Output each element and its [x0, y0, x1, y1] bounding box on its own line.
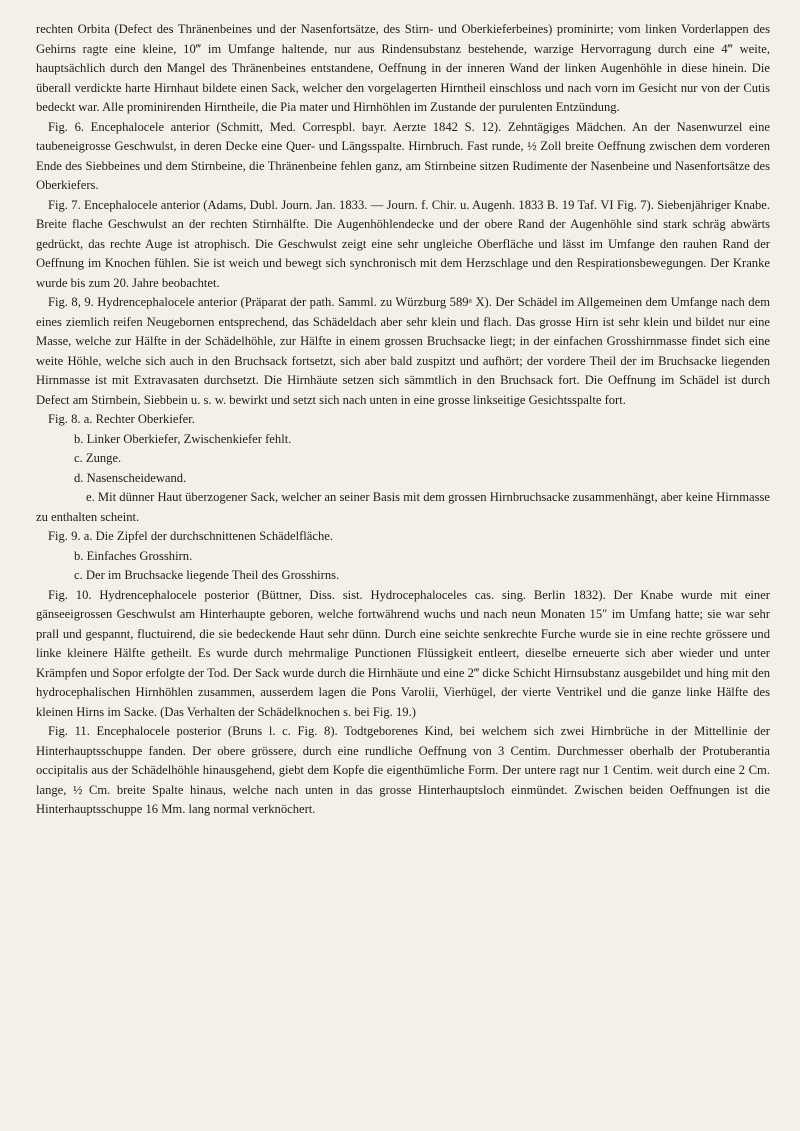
legend-fig-8-d: d. Nasenscheidewand. [74, 470, 187, 485]
paragraph-fig-10: Fig. 10. Hydrencephalocele posterior (Büttner, Diss. sist. Hydrocephaloceles cas. sing. Berlin 1832). Der Knabe wurde mit einer gänseeigrossen Geschwulst am Hinterhaupte geboren, welche fortwährend wuchs und nach neun Monaten 15″ im Umfang hatte; sie war sehr prall und gespannt, fluctuirend, die sie bedeckende Haut sehr dünn. Durch eine seichte senkrechte Furche wurde sie in eine rechte grössere und linke kleinere Hälfte getheilt. Es wurde durch mehrmalige Punctionen Flüssigkeit entleert, dieselbe erneuerte sich aber wieder und unter Krämpfen und Sopor erfolgte der Tod. Der Sack wurde durch die Hirnhäute und eine 2‴ dicke Schicht Hirnsubstanz ausgebildet und hing mit den hydrocephalischen Hirnhöhlen zusammen, ausserdem lagen die Pons Varolii, Vierhügel, der vierte Ventrikel und die ganze linke Hälfte des kleinen Hirns im Sacke. (Das Verhalten der Schädelknochen s. bei Fig. 19.) [36, 587, 770, 719]
paragraph-fig-7: Fig. 7. Encephalocele anterior (Adams, Dubl. Journ. Jan. 1833. — Journ. f. Chir. u. Augenh. 1833 B. 19 Taf. VI Fig. 7). Siebenjähriger Knabe. Breite flache Geschwulst an der rechten Stirnhälfte. Die Augenhöhlendecke und der obere Rand der Augenhöhle sind stark schräg abwärts gedrückt, das rechte Auge ist atrophisch. Die Geschwulst zeigt eine sehr ungleiche Oberfläche und lässt im Umfange den rauhen Rand der Oeffnung im Knochen fühlen. Sie ist weich und bewegt sich synchronisch mit dem Herzschlage und den Respirationsbewegungen. Der Kranke wurde bis zum 20. Jahre beobachtet. [36, 197, 770, 290]
paragraph-intro: rechten Orbita (Defect des Thränenbeines und der Nasenfortsätze, des Stirn- und Oberkieferbeines) prominirte; vom linken Vorderlappen des Gehirns ragte eine kleine, 10‴ im Umfange haltende, nur aus Rindensubstanz bestehende, warzige Hervorragung durch eine 4‴ weite, hauptsächlich durch den Mangel des Thränenbeines entstandene, Oeffnung in der inneren Wand der linken Augenhöhle in diese hinein. Die überall verdickte harte Hirnhaut bildete einen Sack, welcher den vorgelagerten Hirntheil einschloss und nach vorn im Gesicht nur von der Cutis bedeckt war. Alle prominirenden Hirntheile, die Pia mater und Hirnhöhlen im Zustande der purulenten Entzündung. [36, 22, 770, 114]
paragraph-fig-11: Fig. 11. Encephalocele posterior (Bruns l. c. Fig. 8). Todtgeborenes Kind, bei welchem sich zwei Hirnbrüche in der Mittellinie der Hinterhauptsschuppe fanden. Der obere grössere, durch eine rundliche Oeffnung von 3 Centim. Durchmesser oberhalb der Protuberantia occipitalis aus der Schädelhöhle hinausgehend, giebt dem Kopfe die eigenthümliche Form. Der untere ragt nur 1 Centim. weit durch eine 2 Cm. lange, ½ Cm. breite Spalte hinaus, welche nach unten in das grosse Hinterhauptsloch einmündet. Zwischen beiden Oeffnungen ist die Hinterhauptsschuppe 16 Mm. lang normal verknöchert. [36, 724, 770, 816]
legend-fig-8-c: c. Zunge. [74, 451, 122, 465]
legend-fig-9-a: Fig. 9. a. Die Zipfel der durchschnittenen Schädelfläche. [48, 529, 334, 543]
legend-fig-9-c: c. Der im Bruchsacke liegende Theil des Grosshirns. [74, 568, 340, 582]
legend-fig-8-e: e. Mit dünner Haut überzogener Sack, welcher an seiner Basis mit dem grossen Hirnbruchsacke zusammenhängt, aber keine Hirnmasse zu enthalten scheint. [36, 490, 770, 524]
legend-fig-8-a: Fig. 8. a. Rechter Oberkiefer. [48, 412, 195, 426]
paragraph-fig-6: Fig. 6. Encephalocele anterior (Schmitt, Med. Correspbl. bayr. Aerzte 1842 S. 12). Zehntägiges Mädchen. An der Nasenwurzel eine taubeneigrosse Geschwulst, in deren Decke eine Quer- und Längsspalte. Hirnbruch. Fast runde, ½ Zoll breite Oeffnung zwischen dem vorderen Ende des Siebbeines und dem Stirnbeine, die Thränenbeine fehlen ganz, am Stirnbeine sitzen Rudimente der Nasenbeine und Nasenfortsätze des Oberkiefers. [36, 119, 770, 192]
legend-fig-9-b: b. Einfaches Grosshirn. [74, 548, 193, 563]
paragraph-fig-8-9: Fig. 8, 9. Hydrencephalocele anterior (Präparat der path. Samml. zu Würzburg 589ᵃ X). Der Schädel im Allgemeinen dem Umfange nach dem eines ziemlich reifen Neugebornen entsprechend, das Schädeldach aber sehr klein und flach. Das grosse Hirn ist sehr klein und bildet nur eine Masse, welche zur Hälfte in der Schädelhöhle, zur Hälfte in einem grossen Bruchsacke liegt; in der einfachen Grosshirnmasse findet sich eine weite Höhle, welche sich auch in den Bruchsack fortsetzt, sich aber bald zuspitzt und aufhört; der vordere Theil der im Bruchsacke liegenden Hirnmasse ist mit Extravasaten durchsetzt. Die Hirnhäute setzen sich sämmtlich in den Bruchsack fort. Die Oeffnung im Schädel ist durch Defect am Stirnbein, Siebbein u. s. w. bewirkt und setzt sich nach unten in eine grosse linkseitige Gesichtsspalte fort. [36, 295, 770, 407]
legend-fig-8-b: b. Linker Oberkiefer, Zwischenkiefer fehlt. [74, 431, 292, 446]
